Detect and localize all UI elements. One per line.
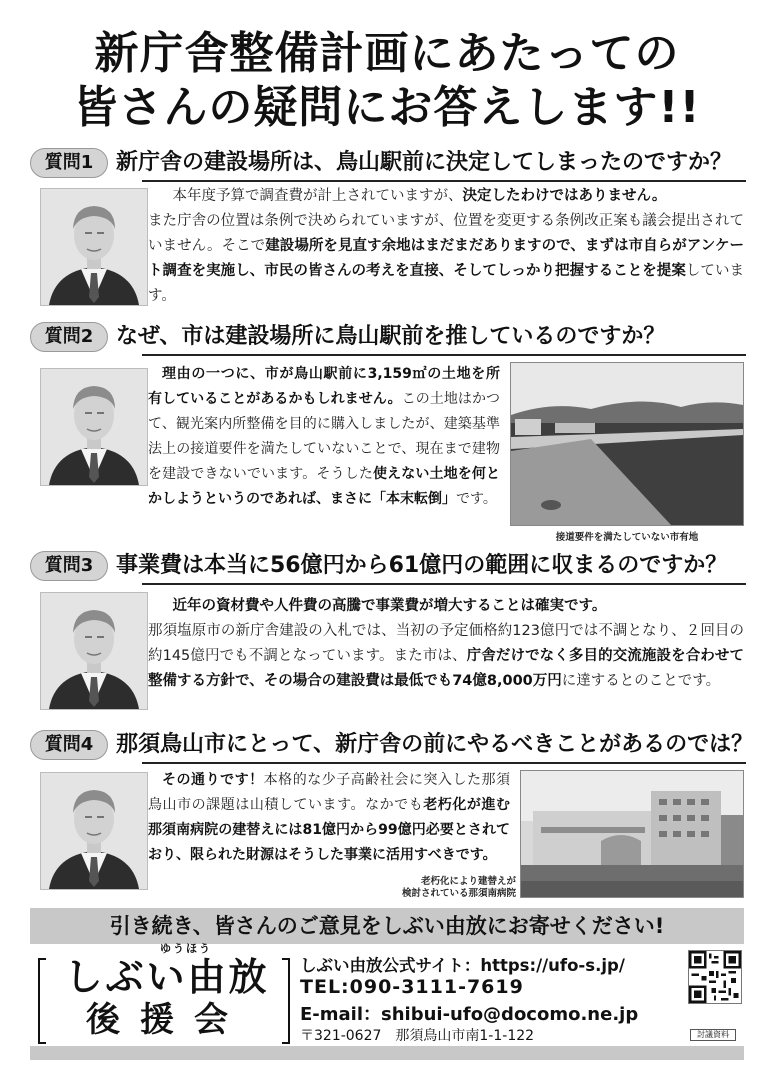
- candidate-portrait: [40, 368, 148, 486]
- candidate-portrait: [40, 188, 148, 306]
- official-site[interactable]: しぶい由放公式サイト：https://ufo-s.jp/: [300, 956, 625, 975]
- answer-1-seg: 本年度予算で調査費が計上されていますが、: [172, 188, 463, 204]
- answer-3-body: [148, 619, 744, 694]
- answer-4-seg-bold: その通りです！: [162, 772, 264, 788]
- question-1-badge: 質問1: [30, 148, 108, 178]
- hospital-caption-line2: 検討されている那須南病院: [401, 888, 516, 899]
- answer-3-seg: に達するとのことです。: [561, 673, 721, 689]
- answer-2: [148, 362, 500, 512]
- org-subtitle: 後援会: [86, 1000, 248, 1040]
- candidate-portrait: [40, 772, 148, 890]
- answer-4: [148, 768, 510, 868]
- question-4-header: [30, 728, 754, 762]
- answer-2-seg-bold: 理由の一つに、市が鳥山駅前に3,159㎡の土地を所有していることがあるかもしれません。: [148, 366, 500, 407]
- answer-1-body: [148, 209, 744, 309]
- answer-1-seg: また庁舎の位置は条例で決められていますが、位置を変更する条例改正案も議会提出されていません。そこで: [148, 213, 744, 254]
- postal-address: 〒321-0627 那須鳥山市南1-1-122: [300, 1028, 535, 1044]
- question-3-text: 事業費は本当に56億円から61億円の範囲に収まるのですか？: [116, 553, 728, 578]
- answer-1-intro: [158, 184, 742, 209]
- bottom-bar: [30, 1046, 744, 1060]
- answer-1-seg: しています。: [148, 263, 745, 304]
- question-2-header: [30, 320, 746, 354]
- question-4-badge: 質問4: [30, 730, 108, 760]
- question-2-badge: 質問2: [30, 322, 108, 352]
- page-title-line2: 皆さんの疑問にお答えします!!: [73, 82, 701, 133]
- answer-1-seg-bold: 建設場所を見直す余地はまだまだありますので、まずは市自らがアンケート調査を実施し、市民の皆さんの考えを直接、そしてしっかり把握することを提案: [148, 238, 744, 279]
- candidate-portrait: [40, 592, 148, 710]
- phone-number[interactable]: TEL:090-3111-7619: [300, 976, 524, 998]
- page-title-line1: 新庁舎整備計画にあたっての: [94, 28, 680, 79]
- divider: [142, 583, 746, 585]
- vacant-lot-caption: 接道要件を満たしていない市有地: [555, 532, 699, 543]
- answer-3-seg-bold: 近年の資材費や人件費の高騰で事業費が増大することは確実です。: [172, 598, 607, 614]
- org-name-ruby: ゆうほう: [160, 942, 212, 955]
- supporters-association: [48, 955, 286, 1043]
- answer-2-seg: この土地はかつて、観光案内所整備を目的に購入しましたが、建築基準法上の接道要件を満たしていないことで、現在まで建物を建設できないでいます。そうした: [148, 391, 501, 482]
- answer-3-intro: [158, 594, 742, 619]
- divider: [142, 354, 746, 356]
- hospital-caption-line1: 老朽化により建替えが: [420, 876, 516, 887]
- answer-2-seg-bold: 使えない土地を何とかしようというのであれば、まさに「本末転倒」: [148, 466, 500, 507]
- answer-1-seg-bold: 決定したわけではありません。: [462, 188, 667, 204]
- answer-4-seg-bold: 老朽化が進む那須南病院の建替えには81億円から99億円必要とされており、限られた財源はそうした事業に活用すべきです。: [148, 797, 510, 863]
- answer-3-seg: 那須塩原市の新庁舎建設の入札では、当初の予定価格約123億円では不調となり、２回目の約145億円でも不調となっています。また市は、: [148, 623, 744, 664]
- call-to-action-banner: 引き続き、皆さんのご意見をしぶい由放にお寄せください!: [30, 908, 744, 944]
- answer-4-seg: 本格的な少子高齢社会に突入した那須鳥山市の課題は山積しています。なかでも: [148, 772, 511, 813]
- question-3-badge: 質問3: [30, 551, 108, 581]
- hospital-caption: [340, 876, 516, 900]
- org-name: しぶい由放: [64, 955, 270, 999]
- discussion-material-tag: 討議資料: [690, 1029, 736, 1041]
- question-1-text: 新庁舎の建設場所は、鳥山駅前に決定してしまったのですか？: [116, 150, 733, 175]
- question-4-text: 那須鳥山市にとって、新庁舎の前にやるべきことがあるのでは？: [116, 732, 754, 757]
- answer-2-seg: です。: [456, 491, 497, 507]
- answer-3-seg-bold: 庁舎だけでなく多目的交流施設を合わせて整備する方針で、その場合の建設費は最低でも74億8,000万円: [148, 648, 745, 689]
- bracket-left: [38, 958, 46, 1044]
- question-1-header: [30, 146, 746, 180]
- hospital-photo: [520, 770, 744, 898]
- email-address[interactable]: E-mail：shibui-ufo@docomo.ne.jp: [300, 1004, 639, 1025]
- vacant-lot-photo: [510, 362, 744, 526]
- question-3-header: [30, 549, 746, 583]
- question-2-text: なぜ、市は建設場所に鳥山駅前を推しているのですか？: [116, 324, 666, 349]
- divider: [142, 762, 746, 764]
- divider: [142, 180, 746, 182]
- qr-code-icon[interactable]: [688, 950, 742, 1004]
